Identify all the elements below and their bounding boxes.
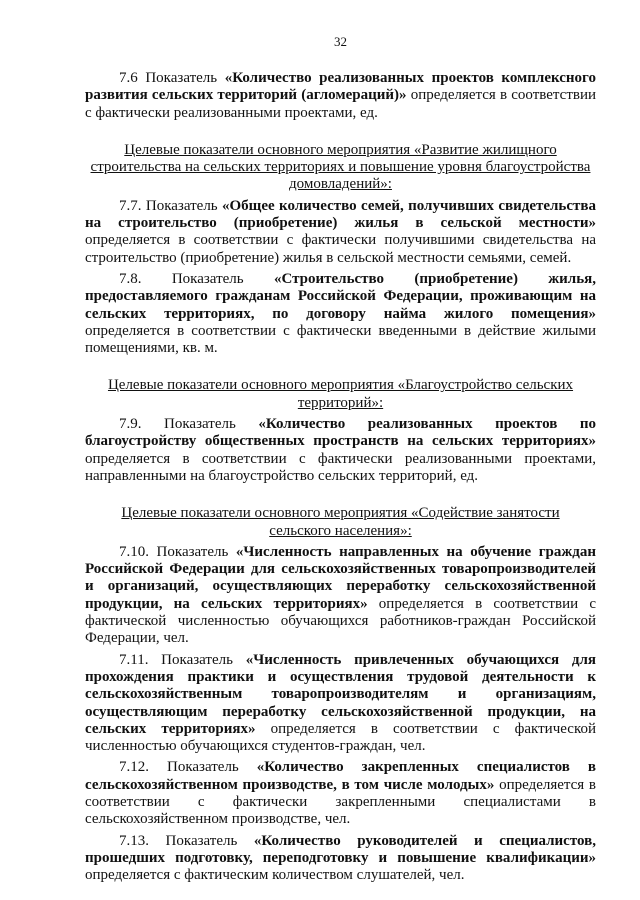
- indicator-name: «Количество руководителей и специалистов, прошедших подготовку, переподготовку и повышение квалификации»: [85, 832, 596, 866]
- indicator-name: «Количество реализованных проектов по благоустройству общественных пространств на сельских территориях»: [85, 416, 596, 450]
- paragraph-text: определяется в соответствии с фактически реализованными проектами, ед.: [85, 87, 597, 121]
- paragraph-text: 7.10. Показатель: [119, 543, 236, 560]
- heading-employment: Целевые показатели основного мероприятия «Содействие занятости сельского населения»:: [121, 505, 560, 539]
- page-number: 32: [334, 34, 347, 49]
- para-7-11: [85, 652, 596, 756]
- indicator-name: «Численность привлеченных обучающихся для прохождения практики и осуществления трудовой деятельности к сельскохозяйственным товаропроизводителям и организациям, осуществляющим переработку сельскохозяйственной продукции, на сельских территориях»: [85, 651, 596, 737]
- paragraph-text: определяется в соответствии с фактически получившими свидетельства на строительство (приобретение) жилья в сельской местности семьями, семей.: [85, 232, 596, 266]
- paragraph-text: определяется в соответствии с фактической численностью обучающихся студентов-граждан, чел.: [85, 720, 596, 755]
- para-7-13: [85, 833, 596, 885]
- heading-housing: Целевые показатели основного мероприятия «Развитие жилищного строительства на сельских территориях и повышение уровня благоустройства домовладений»:: [90, 141, 591, 193]
- heading-improvement: Целевые показатели основного мероприятия «Благоустройство сельских территорий»:: [107, 377, 574, 411]
- paragraph-text: 7.11. Показатель: [119, 651, 246, 668]
- indicator-name: «Количество закрепленных специалистов в сельскохозяйственном производстве, в том числе молодых»: [85, 759, 596, 793]
- paragraph-text: 7.6 Показатель: [119, 70, 225, 86]
- paragraph-text: 7.13. Показатель: [119, 832, 254, 849]
- para-7-6: [85, 70, 596, 122]
- paragraph-text: 7.12. Показатель: [119, 759, 257, 776]
- indicator-name: «Общее количество семей, получивших свидетельства на строительство (приобретение) жилья в сельской местности»: [85, 197, 596, 232]
- para-7-8: [85, 271, 596, 357]
- para-7-12: [85, 759, 596, 828]
- document-body: [85, 70, 596, 884]
- indicator-name: «Количество реализованных проектов комплексного развития сельских территорий (агломераций)»: [85, 70, 596, 104]
- indicator-name: «Строительство (приобретение) жилья, предоставляемого гражданам Российской Федерации, проживающим на сельских территориях, по договору найма жилого помещения»: [85, 270, 596, 322]
- paragraph-text: определяется в соответствии с фактически закрепленными специалистами в сельскохозяйственном производстве, чел.: [85, 776, 596, 828]
- paragraph-text: 7.9. Показатель: [119, 416, 259, 433]
- para-7-10: [85, 544, 596, 648]
- paragraph-text: 7.8. Показатель: [119, 270, 274, 287]
- para-7-9: [85, 416, 596, 485]
- paragraph-text: определяется с фактическим количеством слушателей, чел.: [85, 867, 465, 884]
- para-7-7: [85, 198, 596, 267]
- indicator-name: «Численность направленных на обучение граждан Российской Федерации для сельскохозяйственных товаропроизводителей и организаций, осуществляющих переработку сельскохозяйственной продукции, на сельских территориях»: [85, 543, 596, 612]
- paragraph-text: определяется в соответствии с фактически введенными в действие жилыми помещениями, кв. м.: [85, 322, 596, 357]
- paragraph-text: 7.7. Показатель: [119, 197, 222, 214]
- paragraph-text: определяется в соответствии с фактической численностью обучающихся работников-граждан Российской Федерации, чел.: [85, 595, 596, 647]
- paragraph-text: определяется в соответствии с фактически реализованными проектами, направленными на благоустройство сельских территорий, ед.: [85, 450, 596, 484]
